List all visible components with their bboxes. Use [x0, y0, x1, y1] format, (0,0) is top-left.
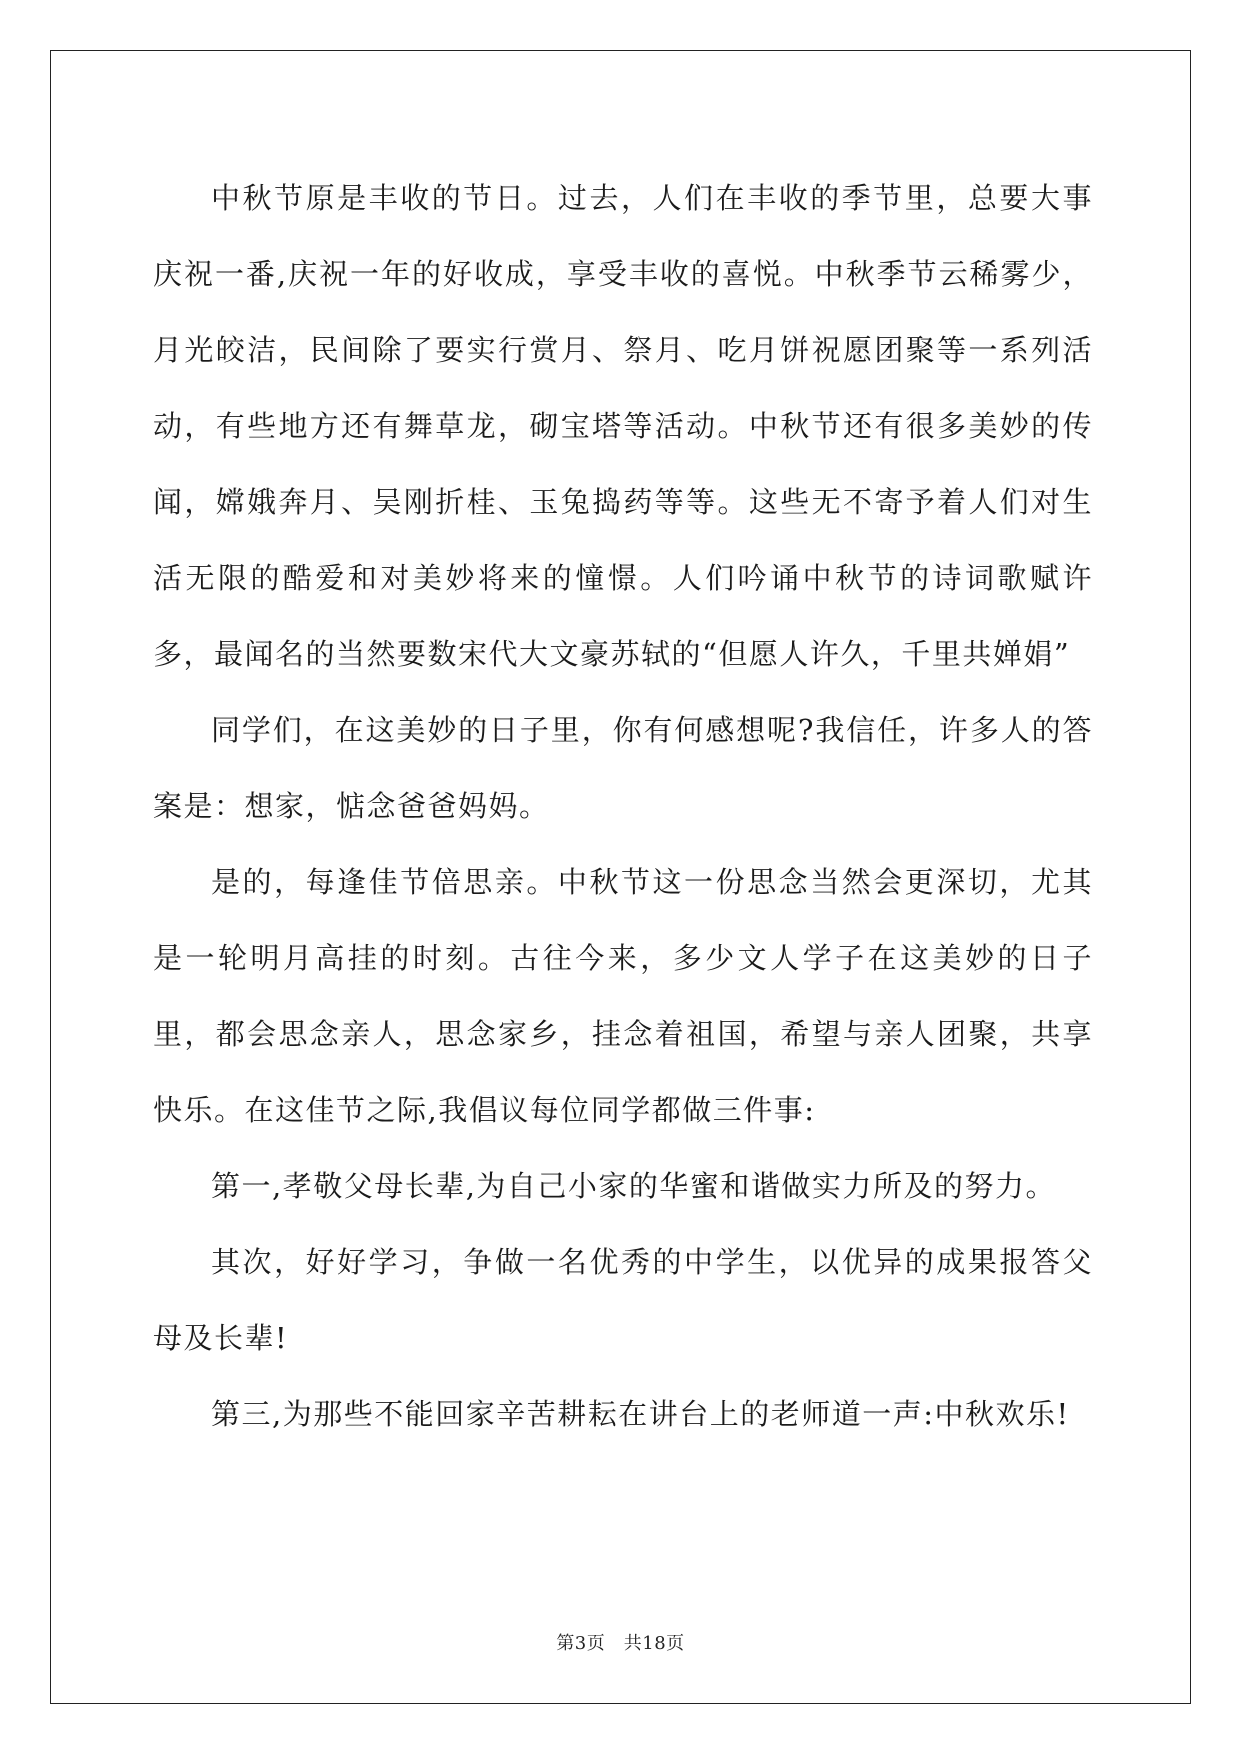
document-body — [153, 160, 1093, 1452]
paragraph-second-task: 其次，好好学习，争做一名优秀的中学生，以优异的成果报答父母及长辈! — [153, 1245, 1093, 1355]
page-number-footer: 第3页 共18页 — [556, 1633, 685, 1654]
paragraph-mid-autumn-intro: 中秋节原是丰收的节日。过去，人们在丰收的季节里，总要大事庆祝一番,庆祝一年的好收成，享受丰收的喜悦。中秋季节云稀雾少，月光皎洁，民间除了要实行赏月、祭月、吃月饼祝愿团聚等一系列活动，有些地方还有舞草龙，砌宝塔等活动。中秋节还有很多美妙的传闻，嫦娥奔月、吴刚折桂、玉兔捣药等等。这些无不寄予着人们对生活无限的酷爱和对美妙将来的憧憬。人们吟诵中秋节的诗词歌赋许多，最闻名的当然要数宋代大文豪苏轼的“但愿人许久，千里共婵娟” — [153, 181, 1093, 671]
paragraph-first-task: 第一,孝敬父母长辈,为自己小家的华蜜和谐做实力所及的努力。 — [211, 1169, 1056, 1203]
paragraph-missing-family: 是的，每逢佳节倍思亲。中秋节这一份思念当然会更深切，尤其是一轮明月高挂的时刻。古往今来，多少文人学子在这美妙的日子里，都会思念亲人，思念家乡，挂念着祖国，希望与亲人团聚，共享快乐。在这佳节之际,我倡议每位同学都做三件事: — [153, 865, 1093, 1127]
paragraph-third-task: 第三,为那些不能回家辛苦耕耘在讲台上的老师道一声:中秋欢乐! — [211, 1397, 1070, 1431]
paragraph-classmates-question: 同学们，在这美妙的日子里，你有何感想呢?我信任，许多人的答案是：想家，惦念爸爸妈妈。 — [153, 713, 1093, 823]
